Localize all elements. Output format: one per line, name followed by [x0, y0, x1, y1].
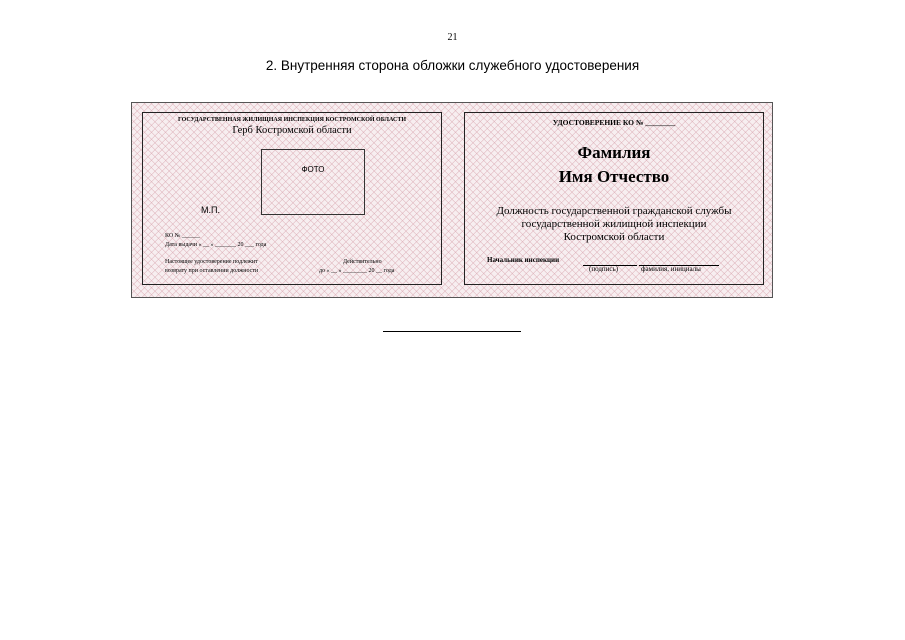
page-number: 21 [447, 32, 458, 43]
coat-of-arms-placeholder: Герб Костромской области [232, 125, 352, 136]
position-line-3: Костромской области [563, 231, 665, 243]
return-notice-line-2: возврату при оставлении должности [165, 268, 259, 274]
validity-label: Действительно [343, 259, 382, 265]
photo-label: ФОТО [301, 165, 325, 174]
card-left-panel [142, 112, 442, 285]
inspection-name: ГОСУДАРСТВЕННАЯ ЖИЛИЩНАЯ ИНСПЕКЦИЯ КОСТРОМСКОЙ ОБЛАСТИ [177, 117, 407, 123]
holder-name-patronymic: Имя Отчество [558, 167, 670, 186]
footer-rule [383, 331, 521, 332]
issue-date: Дата выдачи « __ » _______ 20 ___ года [165, 242, 267, 248]
position-line-2: государственной жилищной инспекции [521, 218, 707, 230]
stamp-label: М.П. [201, 205, 220, 215]
document-heading: 2. Внутренняя сторона обложки служебного удостоверения [265, 58, 640, 73]
chief-label: Начальник инспекции [487, 256, 560, 264]
return-notice-line-1: Настоящее удостоверение подлежит [165, 259, 258, 265]
card-right-panel [464, 112, 764, 285]
initials-hint: фамилия, инициалы [641, 265, 701, 273]
certificate-title: УДОСТОВЕРЕНИЕ КО № ________ [552, 118, 676, 127]
validity-date: до « __ » ________ 20 __ года [319, 268, 395, 274]
photo-frame [261, 149, 365, 215]
position-line-1: Должность государственной гражданской службы [496, 205, 732, 217]
holder-surname: Фамилия [577, 143, 651, 162]
signature-hint: (подпись) [589, 265, 619, 273]
id-card-spread [131, 102, 773, 298]
ko-number: КО № ______ [165, 233, 200, 239]
